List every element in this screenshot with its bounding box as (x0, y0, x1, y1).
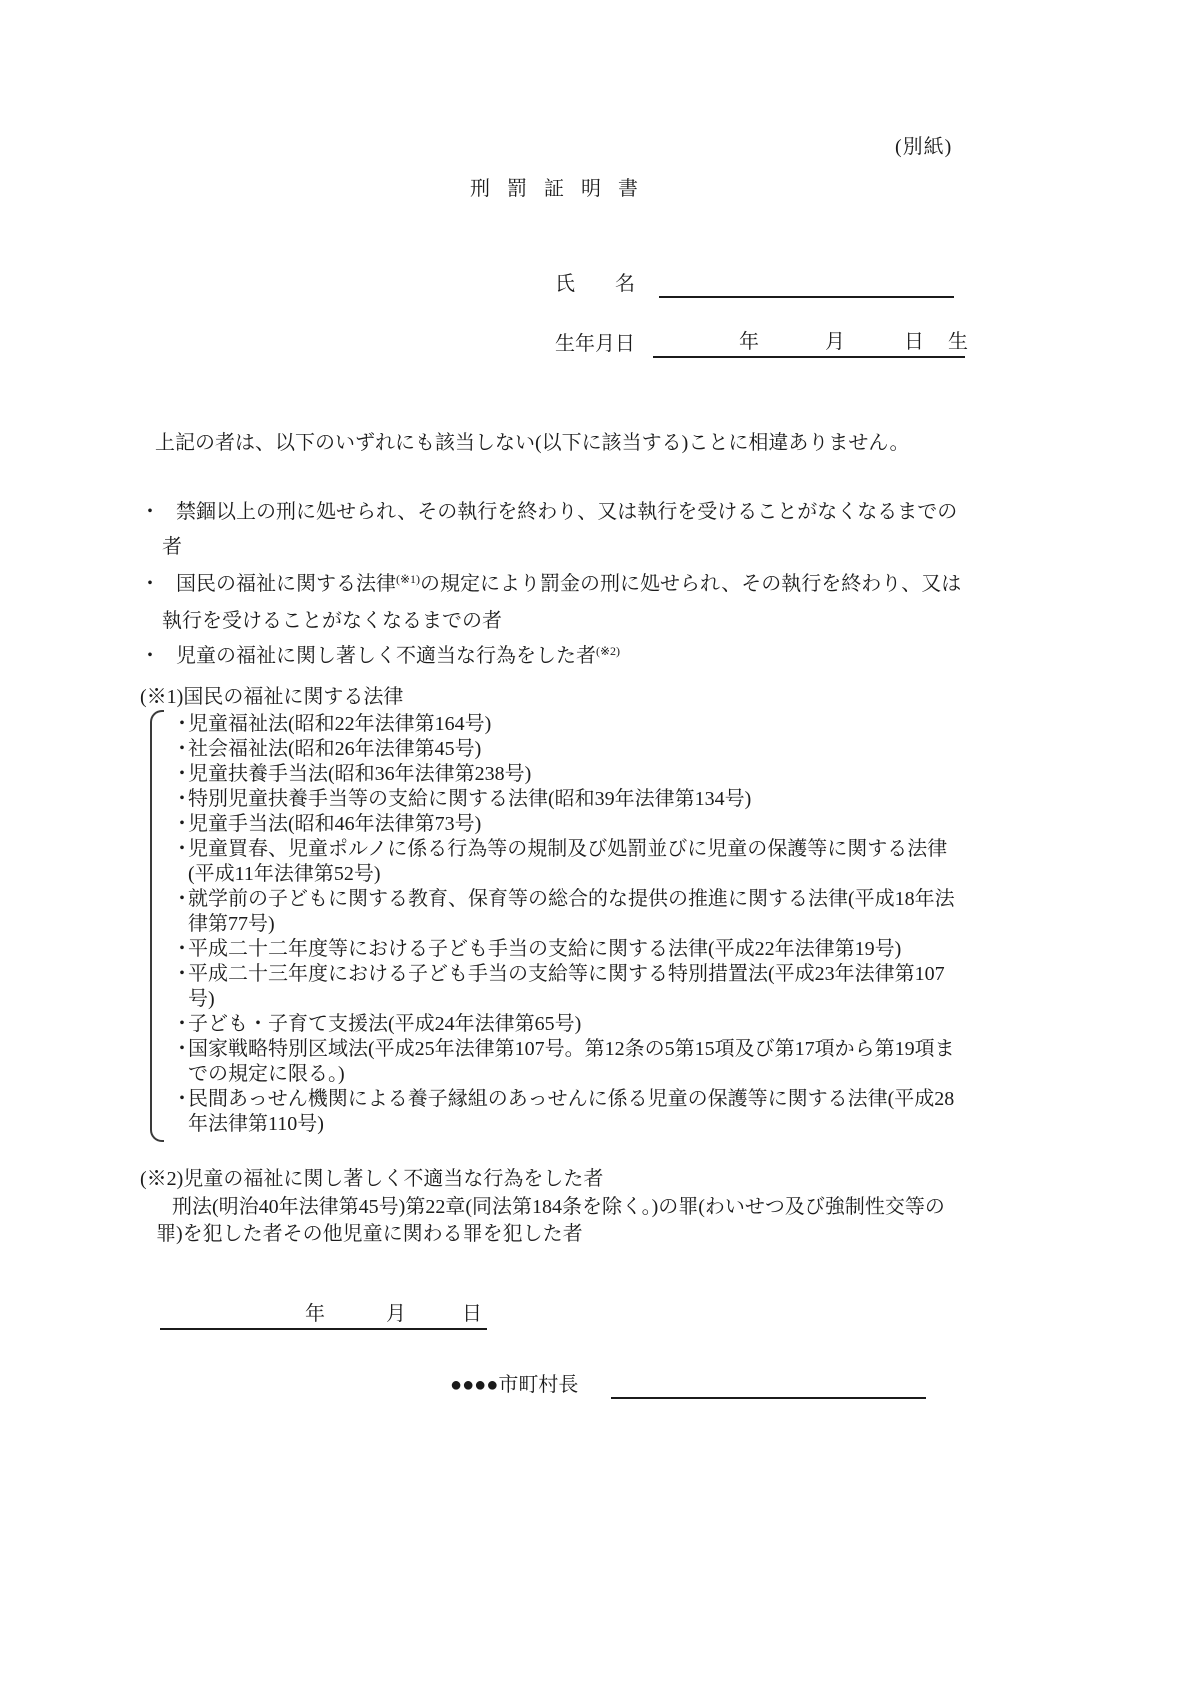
bullet-icon: ・ (172, 788, 192, 810)
law-text: 子ども・子育て支援法(平成24年法律第65号) (188, 1013, 582, 1035)
signature-fill-line (611, 1373, 926, 1399)
birthdate-label: 生年月日 (555, 333, 635, 355)
bullet-icon: ・ (172, 1038, 192, 1060)
name-fill-line (659, 268, 954, 298)
law-item (172, 787, 964, 812)
signature-row (450, 1372, 926, 1399)
law-item (172, 837, 964, 887)
condition-text: 児童の福祉に関し著しく不適当な行為をした者 (176, 645, 596, 667)
date-year-label: 年 (305, 1303, 325, 1325)
law-item (172, 1012, 964, 1037)
law-text: 就学前の子どもに関する教育、保育等の総合的な提供の推進に関する法律(平成18年法律第77号) (188, 888, 955, 935)
law-text: 平成二十二年度等における子ども手当の支給に関する法律(平成22年法律第19号) (188, 938, 902, 960)
note-ref: (※2) (596, 644, 621, 658)
document-title: 刑罰証明書 (470, 178, 655, 200)
corner-note: (別紙) (895, 136, 953, 158)
mayor-label: ●●●●市町村長 (450, 1374, 579, 1396)
bullet-icon: ・ (172, 713, 192, 735)
note2-heading: (※2)児童の福祉に関し著しく不適当な行為をした者 (140, 1168, 604, 1190)
note2-body: 刑法(明治40年法律第45号)第22章(同法第184条を除く。)の罪(わいせつ及び強制性交等の罪)を犯した者その他児童に関わる罪を犯した者 (156, 1196, 945, 1245)
law-item (172, 737, 964, 762)
bullet-icon: ・ (172, 838, 192, 860)
bullet-icon: ・ (172, 938, 192, 960)
laws-list (172, 712, 964, 1137)
law-text: 児童福祉法(昭和22年法律第164号) (188, 713, 492, 735)
date-row (160, 1300, 487, 1330)
declaration-statement: 上記の者は、以下のいずれにも該当しない(以下に該当する)ことに相違ありません。 (155, 432, 910, 454)
law-item (172, 887, 964, 937)
law-text: 児童手当法(昭和46年法律第73号) (188, 813, 482, 835)
law-item (172, 937, 964, 962)
name-field-row (555, 268, 954, 298)
law-item (172, 762, 964, 787)
bullet-icon: ・ (172, 763, 192, 785)
condition-text-cont: の規定により罰金の刑に処せられ、その執行を終わり、又は執行を受けることがなくなるまでの者 (162, 573, 962, 632)
law-text: 児童扶養手当法(昭和36年法律第238号) (188, 763, 532, 785)
date-day-label: 日 (462, 1303, 482, 1325)
law-text: 平成二十三年度における子ども手当の支給等に関する特別措置法(平成23年法律第107号) (188, 963, 945, 1010)
month-unit-label: 月 (825, 331, 845, 353)
bullet-icon: ・ (140, 573, 160, 595)
born-suffix-label: 生 (948, 331, 968, 353)
condition-text: 禁錮以上の刑に処せられ、その執行を終わり、又は執行を受けることがなくなるまでの者 (162, 501, 958, 558)
law-text: 社会福祉法(昭和26年法律第45号) (188, 738, 482, 760)
bullet-icon: ・ (140, 645, 160, 667)
bullet-icon: ・ (172, 963, 192, 985)
law-item (172, 812, 964, 837)
law-item (172, 962, 964, 1012)
conditions-list (140, 495, 972, 676)
law-text: 特別児童扶養手当等の支給に関する法律(昭和39年法律第134号) (188, 788, 752, 810)
condition-item (140, 639, 972, 676)
note-ref: (※1) (396, 572, 421, 586)
condition-text: 国民の福祉に関する法律 (176, 573, 396, 595)
condition-item (140, 495, 972, 567)
day-unit-label: 日 (904, 331, 924, 353)
law-item (172, 712, 964, 737)
left-bracket-decoration (150, 710, 164, 1142)
bullet-icon: ・ (140, 501, 160, 523)
date-month-label: 月 (386, 1303, 406, 1325)
law-text: 民間あっせん機関による養子縁組のあっせんに係る児童の保護等に関する法律(平成28年法律第110号) (188, 1088, 955, 1135)
law-item (172, 1087, 964, 1137)
note1-heading: (※1)国民の福祉に関する法律 (140, 686, 404, 708)
date-fill-line (160, 1300, 487, 1330)
bullet-icon: ・ (172, 1013, 192, 1035)
birthdate-fill-line (653, 328, 968, 358)
law-text: 児童買春、児童ポルノに係る行為等の規制及び処罰並びに児童の保護等に関する法律(平成11年法律第52号) (188, 838, 948, 885)
birthdate-field-row (555, 328, 968, 358)
name-label: 氏 名 (555, 273, 635, 295)
law-item (172, 1037, 964, 1087)
condition-item (140, 567, 972, 639)
bullet-icon: ・ (172, 888, 192, 910)
law-text: 国家戦略特別区域法(平成25年法律第107号。第12条の5第15項及び第17項から第19項までの規定に限る。) (188, 1038, 955, 1085)
bullet-icon: ・ (172, 1088, 192, 1110)
bullet-icon: ・ (172, 813, 192, 835)
year-unit-label: 年 (739, 331, 759, 353)
bullet-icon: ・ (172, 738, 192, 760)
